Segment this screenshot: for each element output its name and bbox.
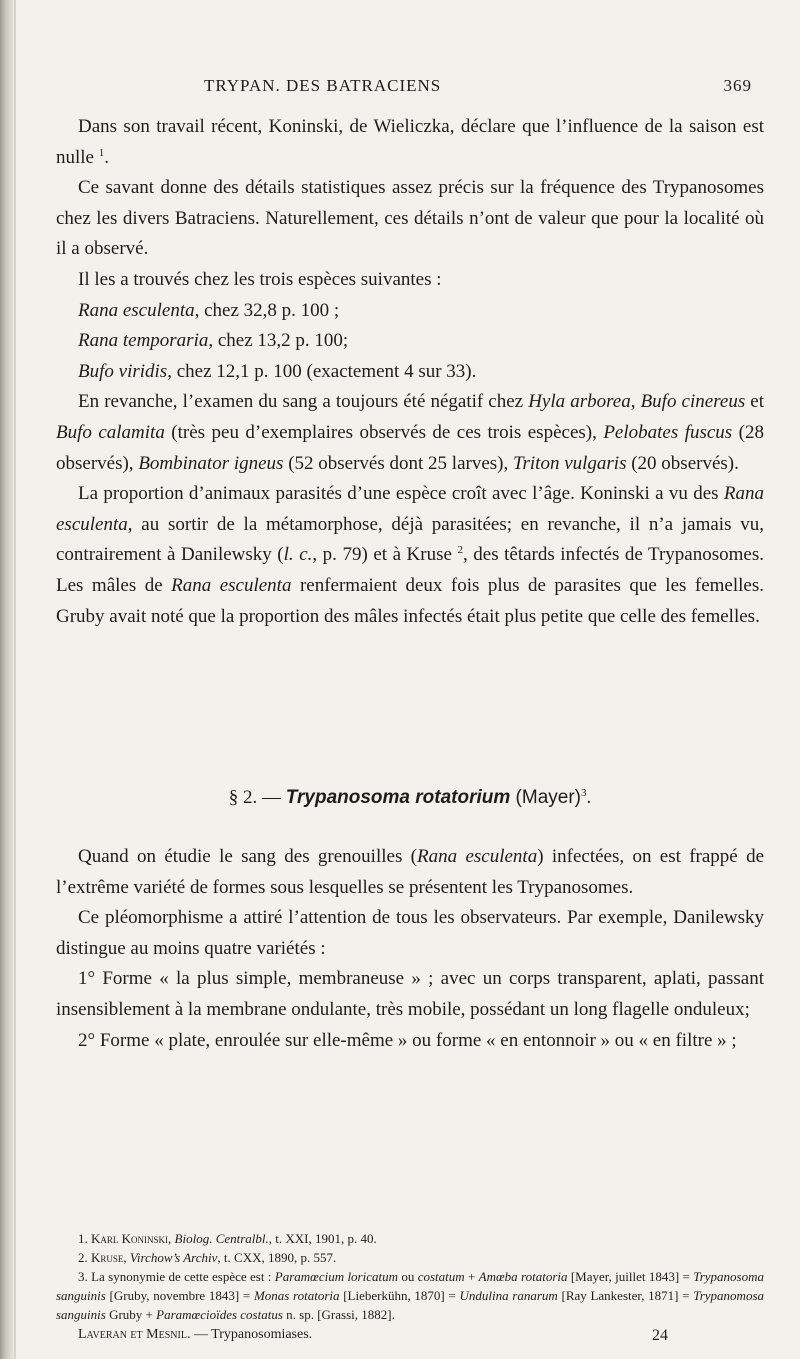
section-title: Trypanosoma rotatorium [285,787,511,808]
list-item: 2° Forme « plate, enroulée sur elle-même » ou forme « en entonnoir » ou « en filtre » ; [78,1029,737,1051]
book-binding-shadow [0,0,14,1359]
page-number: 369 [723,76,752,95]
paragraph: Ce pléomorphisme a attiré l’attention de tous les observateurs. Par exemple, Danilewsky distingue au moins quatre variétés : [56,907,764,959]
list-item: 1° Forme « la plus simple, membraneuse » ; avec un corps transparent, aplati, passant insensiblement à la membrane ondulante, très mobile, possédant un long flagelle onduleux; [56,968,764,1020]
footnote: 3. La synonymie de cette espèce est : Paramœcium loricatum ou costatum + Amœba rotatoria [Mayer, juillet 1843] = Trypanosoma sanguinis [Gruby, novembre 1843] = Monas rotatoria [Lieberkühn, 1870] = Undulina ranarum [Ray Lankester, 1871] = Trypanomosa sanguinis Gruby + Paramœcioïdes costatus n. sp. [Grassi, 1882]. [56,1269,765,1322]
main-text [56,112,764,632]
species-line: Bufo viridis, chez 12,1 p. 100 (exactement 4 sur 33). [78,360,477,382]
footnote-ref[interactable]: 1 [98,146,105,159]
footnotes [56,1229,764,1324]
page-header [56,76,764,100]
footnote: 1. Karl Koninski, Biolog. Centralbl., t. XXI, 1901, p. 40. [78,1231,377,1246]
signature-mark: 24 [652,1327,668,1344]
paragraph: Ce savant donne des détails statistiques assez précis sur la fréquence des Trypanosomes chez les divers Batraciens. Naturellement, ces détails n’ont de valeur que pour la localité où il a observé. [56,177,764,260]
paragraph: Il les a trouvés chez les trois espèces suivantes : [78,268,442,290]
species-line: Rana temporaria, chez 13,2 p. 100; [78,330,349,352]
paragraph: Quand on étudie le sang des grenouilles (Rana esculenta) infectées, on est frappé de l’extrême variété de formes sous lesquelles se présentent les Trypanosomes. [56,846,764,898]
footnote-ref[interactable]: 3 [581,787,587,799]
paragraph: Dans son travail récent, Koninski, de Wieliczka, déclare que l’influence de la saison est nulle $^1$. [56,116,764,168]
paragraph: En revanche, l’examen du sang a toujours été négatif chez Hyla arborea, Bufo cinereus et Bufo calamita (très peu d’exemplaires observés de ces trois espèces), Pelobates fuscus (28 observés), Bombinator igneus (52 observés dont 25 larves), Triton vulgaris (20 observés). [56,391,765,474]
paragraph: La proportion d’animaux parasités d’une espèce croît avec l’âge. Koninski a vu des Rana esculenta, au sortir de la métamorphose, déjà parasitées; en revanche, il n’a jamais vu, contrairement à Danilewsky (l. c., p. 79) et à Kruse $^2$, des têtards infectés de Trypanosomes. Les mâles de Rana esculenta renfermaient deux fois plus de parasites que les femelles. Gruby avait noté que la proportion des mâles infectés était plus petite que celle des femelles. [56,483,764,627]
footer-book-title: Laveran et Mesnil. — Trypanosomiases. [78,1327,313,1342]
running-title: TRYPAN. DES BATRACIENS [204,76,442,95]
page-edge [14,0,16,1359]
section-heading: § 2. — Trypanosoma rotatorium (Mayer)$^3$. [228,787,592,808]
footnote-ref[interactable]: 2 [457,544,463,557]
section-text [56,842,764,1056]
species-line: Rana esculenta, chez 32,8 p. 100 ; [78,299,340,321]
footnote: 2. Kruse, Virchow’s Archiv, t. CXX, 1890, p. 557. [78,1250,337,1265]
page-footer [56,1327,764,1347]
